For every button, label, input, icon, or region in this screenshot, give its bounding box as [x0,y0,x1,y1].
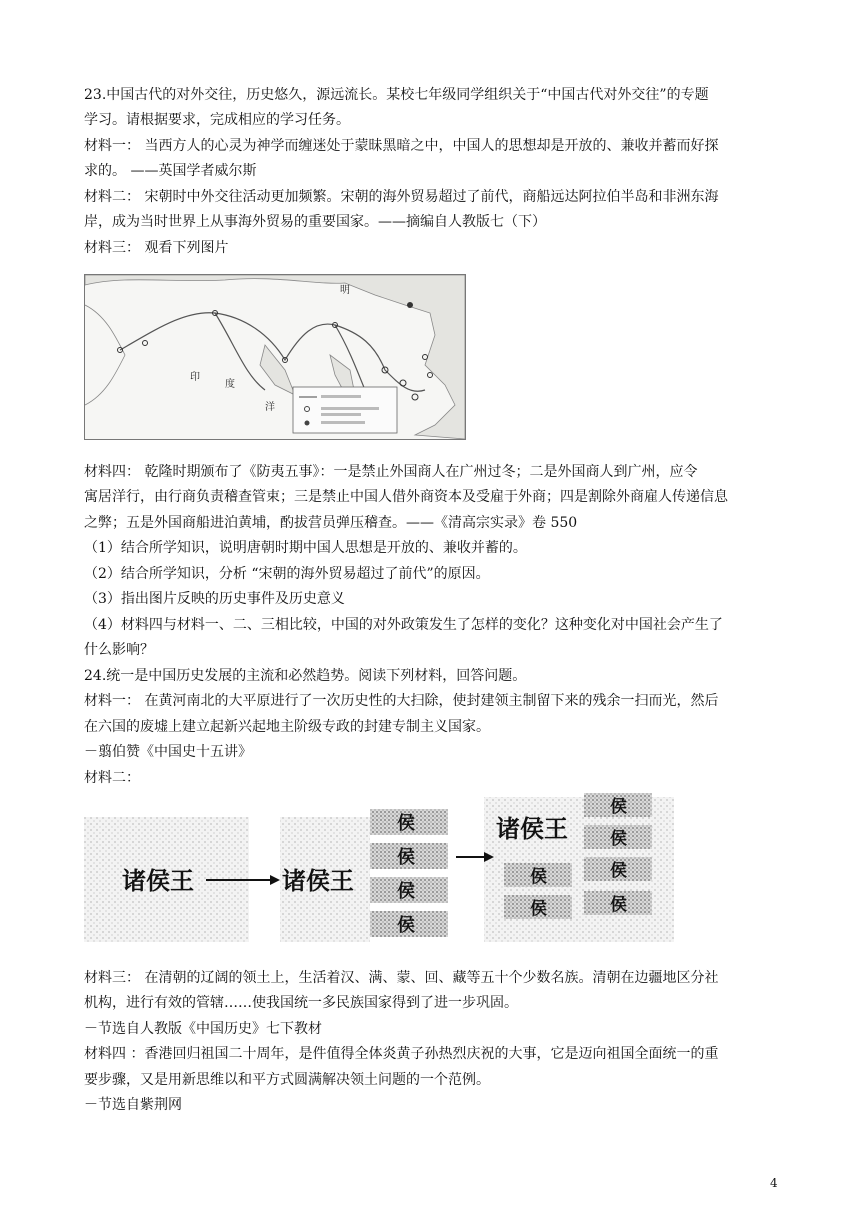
q23-material2-line2: 岸，成为当时世界上从事海外贸易的重要国家。——摘编自人教版七（下） [84,214,546,230]
q23-material4-line1: 材料四： 乾隆时期颁布了《防夷五事》：一是禁止外国商人在广州过冬；二是外国商人到广州，应令 [84,464,698,480]
hou-label-10: 侯 [610,895,627,915]
q23-material1-line1: 材料一： 当西方人的心灵为神学而缠迷处于蒙昧黑暗之中，中国人的思想却是开放的、兼收并蓄而好探 [84,138,719,154]
map-label-ming: 明 [340,285,350,296]
q24-material3-line1: 材料三： 在清朝的辽阔的领土上，生活着汉、满、蒙、回、藏等五十个少数名族。清朝在边疆地区分社 [84,970,719,986]
hou-label-9: 侯 [530,899,547,919]
map-label-yang: 洋 [265,402,275,413]
king-label-2: 诸侯王 [282,867,354,895]
vassal-diagram-drawing [84,787,684,947]
q23-question4-line2: 什么影响？ [84,642,154,658]
q24-material3-line2: 机构，进行有效的管辖……使我国统一多民族国家得到了进一步巩固。 [84,995,518,1011]
q24-material1-source: －翦伯赞《中国史十五讲》 [84,744,252,760]
hou-label-5: 侯 [610,797,627,817]
q24-intro: 24.统一是中国历史发展的主流和必然趋势。阅读下列材料，回答问题。 [84,668,527,684]
q23-material4-line2: 寓居洋行，由行商负责稽查管束；三是禁止中国人借外商资本及受雇于外商；四是割除外商雇人传递信息 [84,489,728,505]
map-legend [293,387,397,433]
q23-material2-line1: 材料二： 宋朝时中外交往活动更加频繁。宋朝的海外贸易超过了前代，商船远达阿拉伯半岛和非洲东海 [84,189,719,205]
hou-label-8: 侯 [610,861,627,881]
q23-intro-line1: 23.中国古代的对外交往，历史悠久，源远流长。某校七年级同学组织关于“中国古代对外交往”的专题 [84,87,709,103]
vassal-division-diagram [84,787,684,947]
hou-label-4: 侯 [397,915,415,936]
map-drawing [85,275,465,439]
map-label-yin1: 印 [190,372,200,383]
q24-material4-line2: 要步骤，又是用新思维以和平方式圆满解决领土问题的一个范例。 [84,1072,490,1088]
q24-material3-source: －节选自人教版《中国历史》七下教材 [84,1021,322,1037]
q24-material1-line1: 材料一： 在黄河南北的大平原进行了一次历史性的大扫除，使封建领主制留下来的残余一扫而光，然后 [84,693,719,709]
q24-material2-label: 材料二： [84,770,140,786]
hou-label-7: 侯 [530,867,547,887]
q24-material4-line1: 材料四 ：香港回归祖国二十周年，是件值得全体炎黄子孙热烈庆祝的大事，它是迈向祖国全面统一的重 [84,1046,719,1062]
king-label-3: 诸侯王 [496,815,568,843]
q23-question2: （2）结合所学知识，分析 “宋朝的海外贸易超过了前代”的原因。 [84,566,490,582]
hou-label-6: 侯 [610,829,627,849]
hou-label-2: 侯 [397,847,415,868]
hou-label-3: 侯 [397,881,415,902]
q23-question1: （1）结合所学知识，说明唐朝时期中国人思想是开放的、兼收并蓄的。 [84,540,527,556]
page-number: 4 [770,1176,778,1190]
q23-question4-line1: （4）材料四与材料一、二、三相比较，中国的对外政策发生了怎样的变化？这种变化对中国社会产生了 [84,617,723,633]
q23-intro-line2: 学习。请根据要求，完成相应的学习任务。 [84,112,350,128]
king-label-1: 诸侯王 [122,867,194,895]
q23-material3: 材料三： 观看下列图片 [84,240,229,256]
hou-label-1: 侯 [397,813,415,834]
zheng-he-voyage-map [84,274,466,440]
q23-question3: （3）指出图片反映的历史事件及历史意义 [84,591,345,607]
q23-material1-line2: 求的。 ——英国学者威尔斯 [84,163,257,179]
map-label-yin2: 度 [225,379,235,390]
q24-material1-line2: 在六国的废墟上建立起新兴起地主阶级专政的封建专制主义国家。 [84,719,490,735]
q23-material4-line3: 之弊；五是外国商船进泊黄埔，酌拔营员弹压稽查。——《清高宗实录》卷 550 [84,515,578,531]
q24-material4-source: －节选自紫荆网 [84,1097,182,1113]
